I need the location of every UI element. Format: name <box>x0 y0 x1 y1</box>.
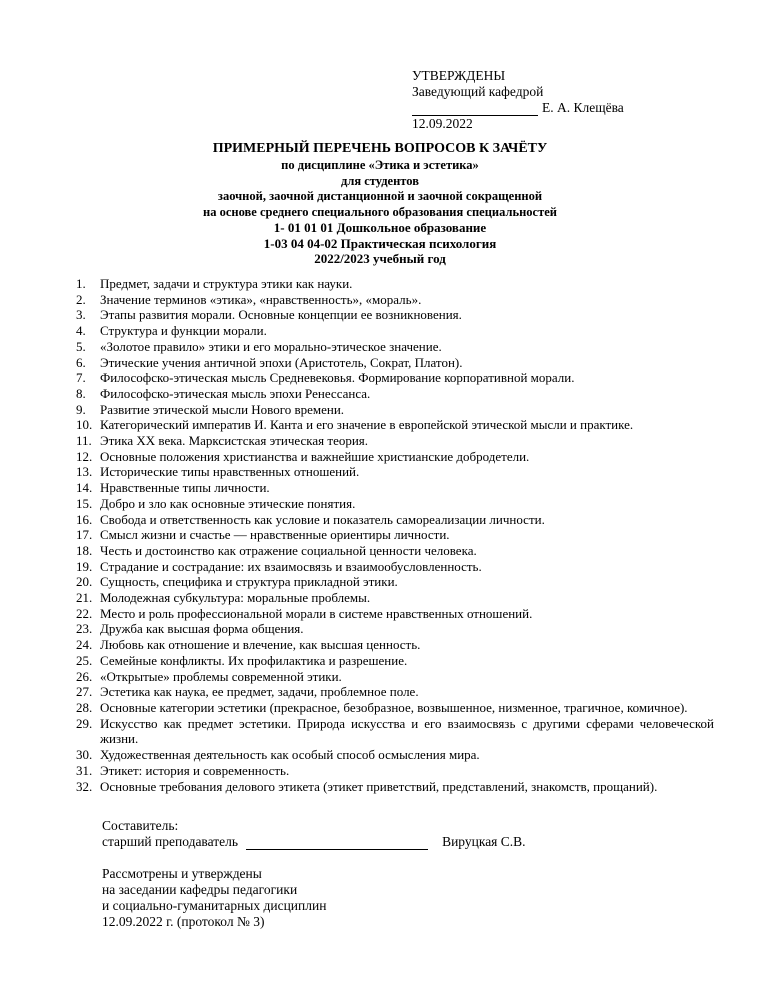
question-number: 1. <box>76 276 86 291</box>
review-line: на заседании кафедры педагогики <box>102 882 298 897</box>
approval-position: Заведующий кафедрой <box>412 84 544 99</box>
approval-block <box>412 68 624 132</box>
list-item <box>76 292 714 308</box>
question-text: Семейные конфликты. Их профилактика и разрешение. <box>100 652 408 668</box>
title-forms: заочной, заочной дистанционной и заочной сокращенной <box>217 189 543 203</box>
question-number: 18. <box>76 542 93 558</box>
question-text: Страдание и сострадание: их взаимосвязь и взаимообусловленность. <box>100 558 482 574</box>
approval-date: 12.09.2022 <box>412 116 473 131</box>
approval-heading: УТВЕРЖДЕНЫ <box>412 68 506 83</box>
compiler-label: Составитель: <box>102 818 179 833</box>
question-text: Сущность, специфика и структура прикладной этики. <box>100 574 398 590</box>
question-number: 28. <box>76 699 93 715</box>
list-item <box>76 355 714 371</box>
list-item <box>76 559 714 575</box>
question-number: 21. <box>76 590 93 606</box>
question-text: Основные требования делового этикета (этикет приветствий, представлений, знакомств, прощаний). <box>100 778 658 794</box>
question-number: 26. <box>76 668 93 684</box>
question-text: Основные категории эстетики (прекрасное, безобразное, возвышенное, низменное, трагичное, комичное). <box>100 699 688 715</box>
question-text: «Открытые» проблемы современной этики. <box>100 668 342 684</box>
question-number: 23. <box>76 621 93 637</box>
list-item <box>76 386 714 402</box>
list-item <box>76 637 714 653</box>
question-text: Категорический императив И. Канта и его значение в европейской этической мысли и практике. <box>100 417 634 433</box>
question-text: Исторические типы нравственных отношений. <box>100 464 360 480</box>
question-text: Художественная деятельность как особый способ осмысления мира. <box>100 747 480 763</box>
question-list <box>76 276 714 794</box>
question-text: Развитие этической мысли Нового времени. <box>100 401 345 417</box>
question-text: Дружба как высшая форма общения. <box>100 621 304 637</box>
question-text: Свобода и ответственность как условие и показатель самореализации личности. <box>100 511 545 527</box>
compiler-name: Вируцкая С.В. <box>442 834 526 849</box>
list-item <box>76 763 714 779</box>
question-number: 5. <box>76 338 86 354</box>
question-text: Основные положения христианства и важнейшие христианские добродетели. <box>100 448 530 464</box>
list-item <box>76 590 714 606</box>
list-item <box>76 370 714 386</box>
question-text: Честь и достоинство как отражение социальной ценности человека. <box>100 542 477 558</box>
title-year: 2022/2023 учебный год <box>314 251 446 266</box>
list-item <box>76 496 714 512</box>
question-number: 6. <box>76 354 86 370</box>
question-number: 30. <box>76 747 93 763</box>
question-text: Искусство как предмет эстетики. Природа искусства и его взаимосвязь с другими сферами человеческой жизни. <box>100 715 714 747</box>
question-text: Смысл жизни и счастье — нравственные ориентиры личности. <box>100 527 450 543</box>
title-block <box>100 141 660 267</box>
list-item <box>76 669 714 685</box>
question-number: 11. <box>76 433 92 449</box>
list-item <box>76 417 714 433</box>
list-item <box>76 433 714 449</box>
question-text: Добро и зло как основные этические понятия. <box>100 495 356 511</box>
question-number: 16. <box>76 511 93 527</box>
list-item <box>76 653 714 669</box>
question-number: 19. <box>76 558 93 574</box>
signature-blank <box>412 102 538 116</box>
review-line: 12.09.2022 г. (протокол № 3) <box>102 914 265 929</box>
list-item <box>76 480 714 496</box>
approval-name: Е. А. Клещёва <box>542 100 624 115</box>
question-number: 25. <box>76 652 93 668</box>
question-text: Молодежная субкультура: моральные проблемы. <box>100 590 371 606</box>
list-item <box>76 779 714 795</box>
list-item <box>76 527 714 543</box>
question-number: 2. <box>76 291 86 307</box>
list-item <box>76 307 714 323</box>
question-number: 10. <box>76 417 93 433</box>
question-text: Значение терминов «этика», «нравственность», «мораль». <box>100 291 422 307</box>
list-item <box>76 621 714 637</box>
question-text: Этические учения античной эпохи (Аристотель, Сократ, Платон). <box>100 354 463 370</box>
list-item <box>76 512 714 528</box>
question-number: 17. <box>76 527 93 543</box>
list-item <box>76 543 714 559</box>
question-text: Любовь как отношение и влечение, как высшая ценность. <box>100 637 421 653</box>
review-block <box>102 866 326 930</box>
signature-blank <box>246 836 428 850</box>
list-item <box>76 464 714 480</box>
list-item <box>76 449 714 465</box>
compiler-signature-line <box>102 834 526 850</box>
document-title: ПРИМЕРНЫЙ ПЕРЕЧЕНЬ ВОПРОСОВ К ЗАЧЁТУ <box>212 141 548 156</box>
question-number: 24. <box>76 637 93 653</box>
list-item <box>76 700 714 716</box>
question-text: Эстетика как наука, ее предмет, задачи, проблемное поле. <box>100 684 419 700</box>
question-number: 14. <box>76 480 93 496</box>
question-text: Структура и функции морали. <box>100 323 267 339</box>
question-number: 27. <box>76 684 93 700</box>
question-text: Нравственные типы личности. <box>100 480 270 496</box>
question-text: «Золотое правило» этики и его морально-этическое значение. <box>100 338 442 354</box>
list-item <box>76 339 714 355</box>
list-item <box>76 716 714 747</box>
list-item <box>76 747 714 763</box>
approval-signature-line <box>412 100 624 116</box>
list-item <box>76 276 714 292</box>
list-item <box>76 684 714 700</box>
title-spec-1: 1- 01 01 01 Дошкольное образование <box>273 220 487 235</box>
question-number: 32. <box>76 778 93 794</box>
question-number: 15. <box>76 495 93 511</box>
title-spec-2: 1-03 04 04-02 Практическая психология <box>263 235 497 251</box>
question-text: Место и роль профессиональной морали в системе нравственных отношений. <box>100 605 533 621</box>
question-number: 13. <box>76 464 93 480</box>
title-discipline: по дисциплине «Этика и эстетика» <box>281 158 479 172</box>
review-line: и социально-гуманитарных дисциплин <box>102 898 327 913</box>
question-number: 9. <box>76 401 86 417</box>
question-text: Философско-этическая мысль Средневековья. Формирование корпоративной морали. <box>100 370 575 386</box>
question-number: 12. <box>76 448 93 464</box>
question-text: Предмет, задачи и структура этики как науки. <box>100 276 353 291</box>
list-item <box>76 606 714 622</box>
title-for: для студентов <box>341 173 419 188</box>
question-number: 3. <box>76 307 86 323</box>
list-item <box>76 574 714 590</box>
question-number: 20. <box>76 574 93 590</box>
question-number: 29. <box>76 715 93 731</box>
question-number: 7. <box>76 370 86 386</box>
question-text: Этика ХХ века. Марксистская этическая теория. <box>100 433 369 449</box>
compiler-block <box>102 818 526 850</box>
question-number: 4. <box>76 323 86 339</box>
title-basis: на основе среднего специального образования специальностей <box>203 204 557 219</box>
question-text: Этикет: история и современность. <box>100 762 290 778</box>
question-number: 31. <box>76 762 93 778</box>
question-text: Философско-этическая мысль эпохи Ренессанса. <box>100 385 371 401</box>
question-text: Этапы развития морали. Основные концепции ее возникновения. <box>100 307 462 323</box>
question-number: 22. <box>76 605 93 621</box>
review-line: Рассмотрены и утверждены <box>102 866 262 881</box>
question-number: 8. <box>76 385 86 401</box>
list-item <box>76 402 714 418</box>
list-item <box>76 323 714 339</box>
compiler-position: старший преподаватель <box>102 834 239 849</box>
